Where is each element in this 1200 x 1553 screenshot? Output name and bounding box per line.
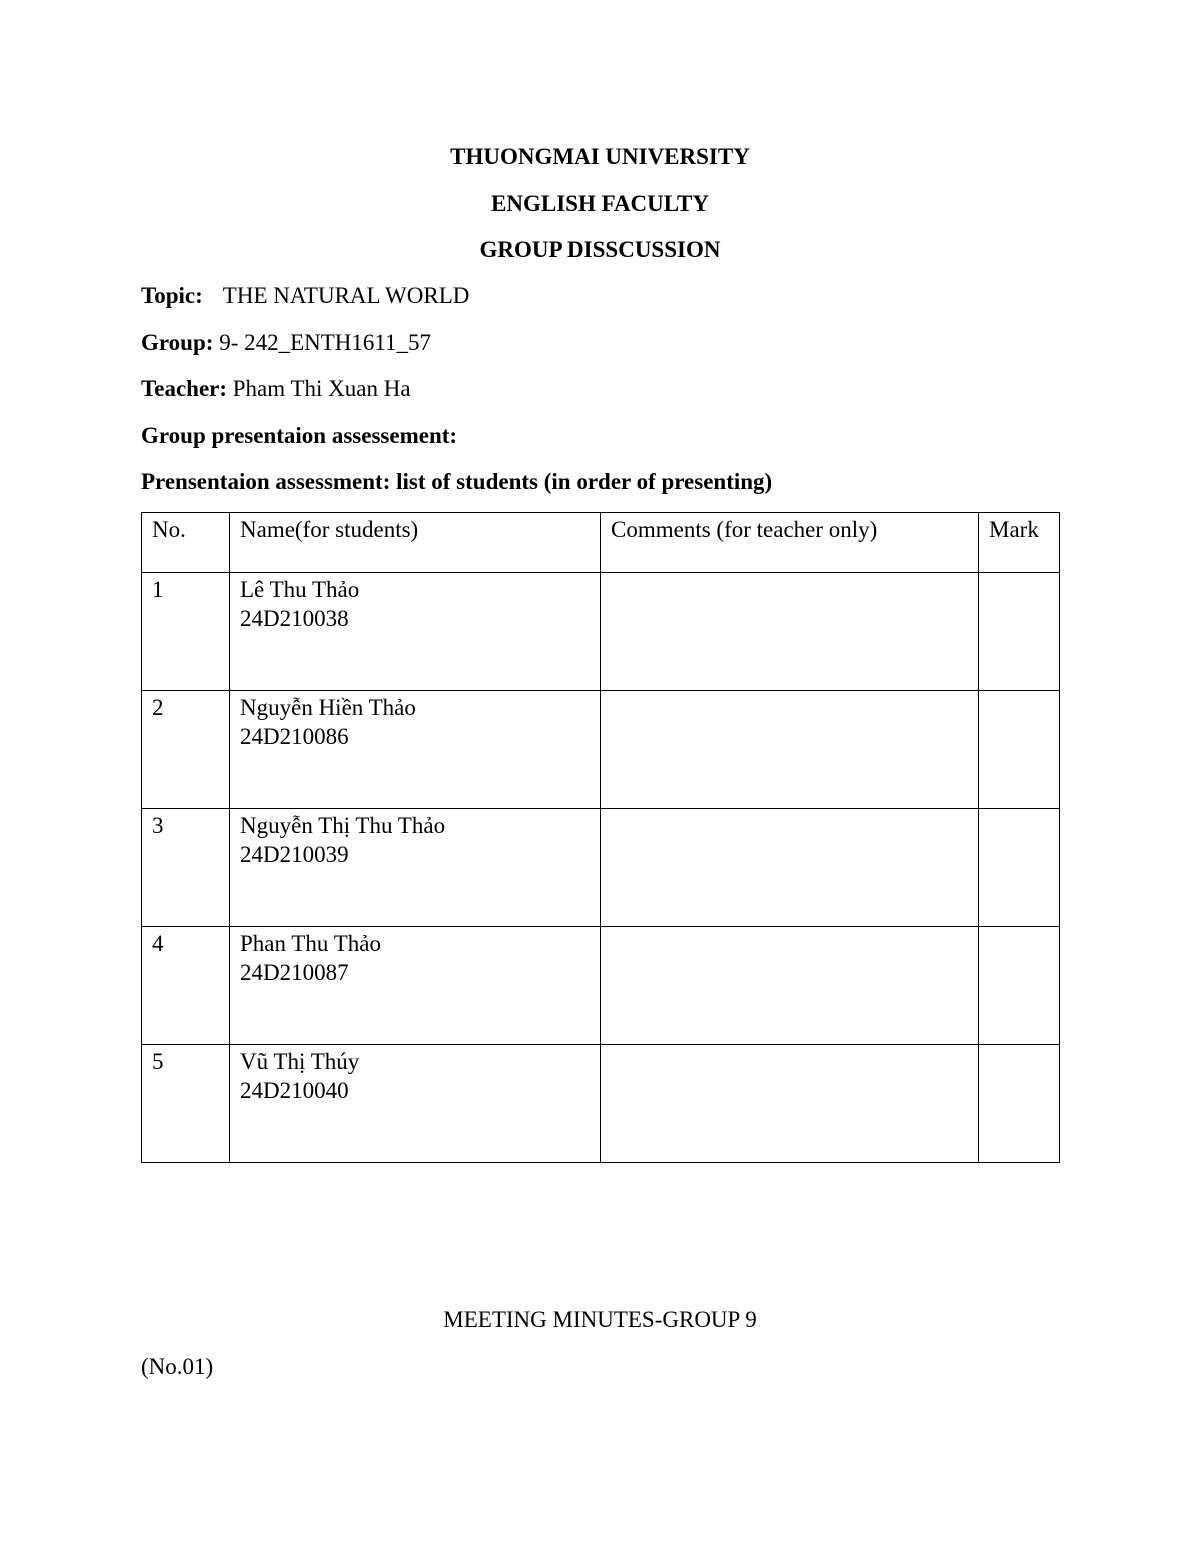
faculty-title: ENGLISH FACULTY: [491, 191, 709, 216]
student-name: Vũ Thị Thúy: [240, 1049, 360, 1074]
student-id: 24D210086: [240, 724, 349, 749]
group-value: 9- 242_ENTH1611_57: [219, 330, 432, 355]
teacher-label: Teacher:: [141, 376, 228, 401]
table-row: [142, 573, 1060, 691]
row-student: [230, 809, 601, 927]
row-comments: [601, 809, 979, 927]
teacher-value: Pham Thi Xuan Ha: [232, 376, 411, 401]
row-no: 3: [142, 809, 230, 927]
student-name: Nguyễn Thị Thu Thảo: [240, 813, 446, 838]
row-mark: [979, 809, 1060, 927]
row-comments: [601, 573, 979, 691]
row-comments: [601, 691, 979, 809]
minutes-number: (No.01): [141, 1354, 214, 1379]
student-id: 24D210038: [240, 606, 349, 631]
topic-value: THE NATURAL WORLD: [222, 283, 470, 308]
row-no: 4: [142, 927, 230, 1045]
student-id: 24D210087: [240, 960, 349, 985]
header-mark: Mark: [979, 513, 1060, 573]
student-id: 24D210039: [240, 842, 349, 867]
topic-line: [141, 281, 469, 311]
university-title: THUONGMAI UNIVERSITY: [450, 144, 750, 169]
row-no: 1: [142, 573, 230, 691]
row-mark: [979, 573, 1060, 691]
row-comments: [601, 927, 979, 1045]
row-student: [230, 927, 601, 1045]
teacher-line: [141, 374, 411, 404]
row-no: 5: [142, 1045, 230, 1163]
table-row: [142, 809, 1060, 927]
row-no: 2: [142, 691, 230, 809]
student-id: 24D210040: [240, 1078, 349, 1103]
header-no: No.: [142, 513, 230, 573]
row-mark: [979, 691, 1060, 809]
group-label: Group:: [141, 330, 214, 355]
assessment-table: [141, 512, 1060, 1163]
presentation-assessment-heading: Prensentaion assessment: list of students (in order of presenting): [141, 469, 773, 494]
student-name: Phan Thu Thảo: [240, 931, 381, 956]
meeting-minutes-title: MEETING MINUTES-GROUP 9: [443, 1307, 757, 1332]
student-name: Nguyễn Hiền Thảo: [240, 695, 416, 720]
row-student: [230, 573, 601, 691]
group-assessment-heading: Group presentaion assessement:: [141, 423, 458, 448]
header-name: Name(for students): [230, 513, 601, 573]
document-title: GROUP DISSCUSSION: [479, 237, 721, 262]
row-student: [230, 691, 601, 809]
group-line: [141, 328, 431, 358]
row-mark: [979, 1045, 1060, 1163]
table-header-row: [142, 513, 1060, 573]
table-row: [142, 1045, 1060, 1163]
table-row: [142, 691, 1060, 809]
row-student: [230, 1045, 601, 1163]
row-mark: [979, 927, 1060, 1045]
header-comments: Comments (for teacher only): [601, 513, 979, 573]
topic-label: Topic:: [141, 283, 203, 308]
table-row: [142, 927, 1060, 1045]
row-comments: [601, 1045, 979, 1163]
student-name: Lê Thu Thảo: [240, 577, 360, 602]
